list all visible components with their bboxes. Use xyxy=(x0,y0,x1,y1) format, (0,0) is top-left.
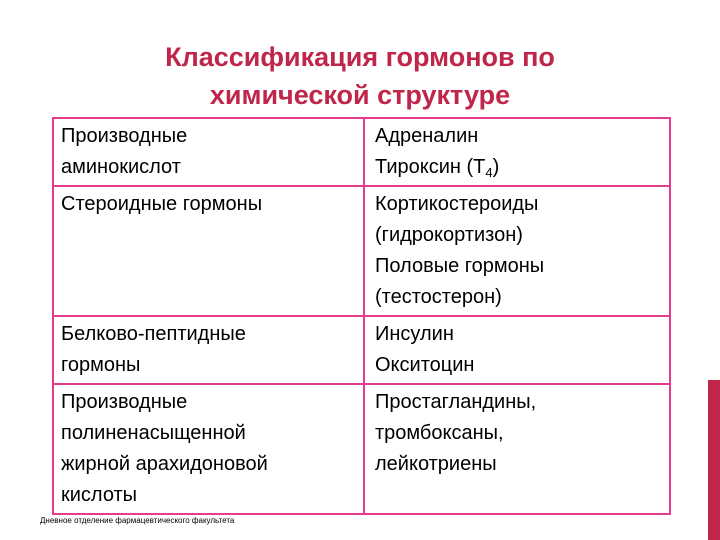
category-cell xyxy=(53,186,364,316)
category-text: Производные xyxy=(61,391,188,413)
example-text: лейкотриены xyxy=(375,453,497,475)
category-text: аминокислот xyxy=(61,156,181,178)
table-row xyxy=(53,118,670,186)
example-text: Половые гормоны xyxy=(375,255,545,277)
example-text: тромбоксаны, xyxy=(375,422,504,444)
slide-footer: Дневное отделение фармацевтического факультета xyxy=(40,516,235,525)
category-cell xyxy=(53,316,364,384)
category-cell xyxy=(53,118,364,186)
examples-cell xyxy=(364,186,670,316)
example-text: Окситоцин xyxy=(375,354,475,376)
example-text: Кортикостероиды xyxy=(375,193,539,215)
closing-paren: ) xyxy=(492,156,500,178)
hormone-classification-table xyxy=(52,117,671,515)
category-text: жирной арахидоновой xyxy=(61,453,268,475)
category-text: гормоны xyxy=(61,354,141,376)
examples-cell xyxy=(364,316,670,384)
example-text: Инсулин xyxy=(375,323,454,345)
category-text: полиненасыщенной xyxy=(61,422,246,444)
example-text: (тестостерон) xyxy=(375,286,502,308)
example-text: Адреналин xyxy=(375,125,479,147)
title-line-2: химической структуре xyxy=(209,80,511,110)
table-row xyxy=(53,384,670,514)
slide-title xyxy=(60,38,660,114)
table-row xyxy=(53,316,670,384)
examples-cell xyxy=(364,118,670,186)
table-row xyxy=(53,186,670,316)
title-line-1: Классификация гормонов по xyxy=(165,42,555,72)
example-text: Простагландины, xyxy=(375,391,537,413)
examples-cell xyxy=(364,384,670,514)
accent-bar xyxy=(708,380,720,540)
category-text: Белково-пептидные xyxy=(61,323,246,345)
category-text: Стероидные гормоны xyxy=(61,193,263,215)
example-text: Тироксин (Т xyxy=(375,156,486,178)
subscript-4: 4 xyxy=(485,165,493,180)
example-text-thyroxine xyxy=(375,152,663,183)
category-text: кислоты xyxy=(61,484,138,506)
category-text: Производные xyxy=(61,125,188,147)
category-cell xyxy=(53,384,364,514)
example-text: (гидрокортизон) xyxy=(375,224,523,246)
